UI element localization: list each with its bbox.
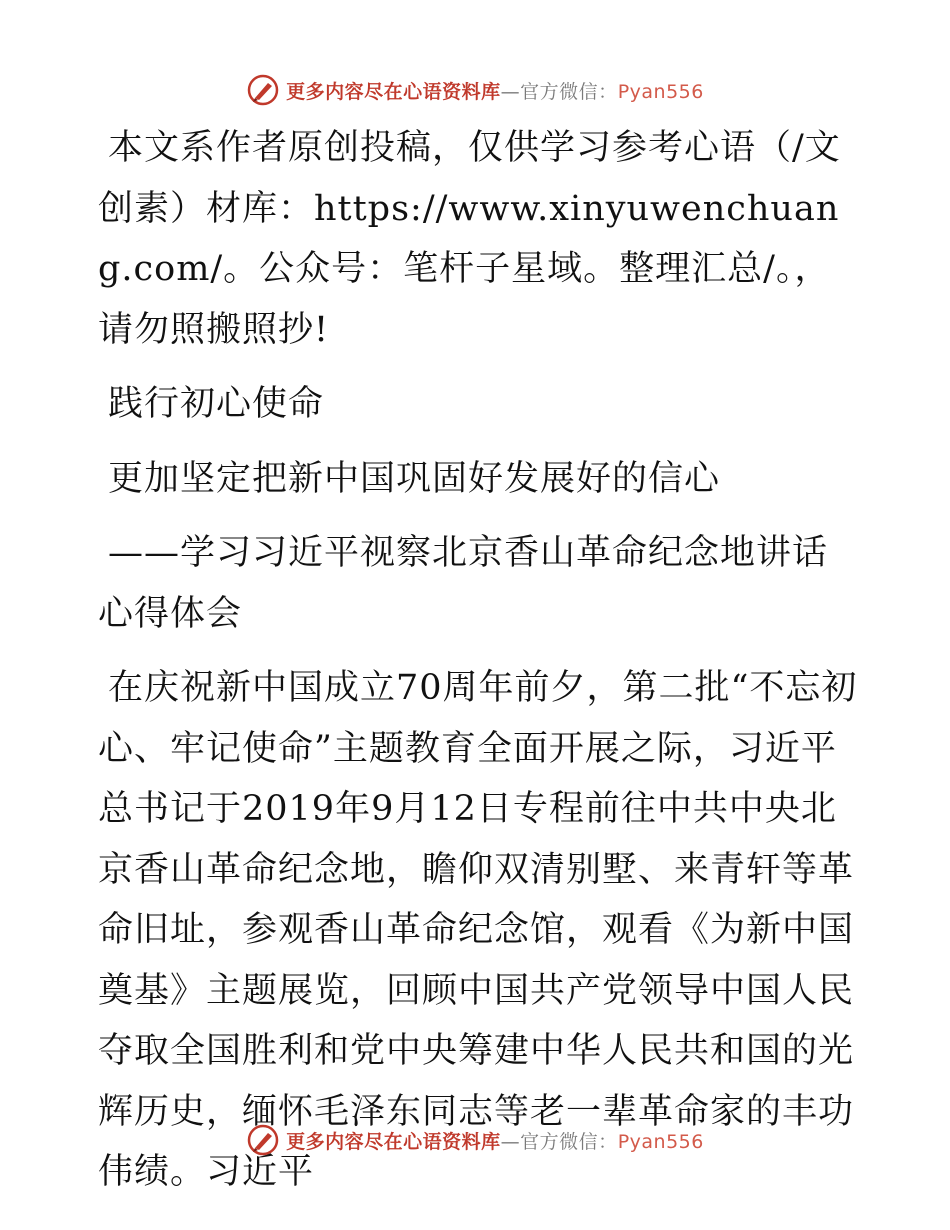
- subtitle: ——学习习近平视察北京香山革命纪念地讲话心得体会: [98, 533, 829, 634]
- header-watermark-main: 更多内容尽在心语资料库: [286, 80, 501, 103]
- footer-watermark-sep: —: [500, 1130, 521, 1153]
- page-header-watermark: [0, 70, 950, 110]
- page-footer-watermark: [0, 1120, 950, 1160]
- body-paragraph: 在庆祝新中国成立70周年前夕，第二批“不忘初心、牢记使命”主题教育全面开展之际，习近平总书记于2019年9月12日专程前往中共中央北京香山革命纪念地，瞻仰双清别墅、来青轩等革命旧址，参观香山革命纪念馆，观看《为新中国奠基》主题展览，回顾中国共产党领导中国人民夺取全国胜利和党中央筹建中华人民共和国的光辉历史，缅怀毛泽东同志等老一辈革命家的丰功伟绩。习近平: [98, 668, 858, 1192]
- pen-logo-icon: [246, 73, 280, 107]
- footer-watermark-text: [286, 1127, 704, 1154]
- footer-watermark-wechat: 官方微信：: [520, 1130, 618, 1153]
- header-watermark-text: [286, 77, 704, 104]
- header-watermark-id: Pyan556: [617, 80, 704, 103]
- pen-logo-icon: [246, 1123, 280, 1157]
- header-watermark-sep: —: [500, 80, 521, 103]
- document-body: [98, 118, 858, 1215]
- footer-watermark-id: Pyan556: [617, 1130, 704, 1153]
- title-line-1: 践行初心使命: [108, 384, 325, 424]
- header-watermark-wechat: 官方微信：: [520, 80, 618, 103]
- intro-notice: 本文系作者原创投稿，仅供学习参考心语（/文创素）材库：https://www.xinyuwenchuang.com/。公众号：笔杆子星域。整理汇总/。，请勿照搬照抄!: [98, 128, 841, 350]
- title-line-2: 更加坚定把新中国巩固好发展好的信心: [108, 458, 721, 499]
- footer-watermark-main: 更多内容尽在心语资料库: [286, 1130, 501, 1153]
